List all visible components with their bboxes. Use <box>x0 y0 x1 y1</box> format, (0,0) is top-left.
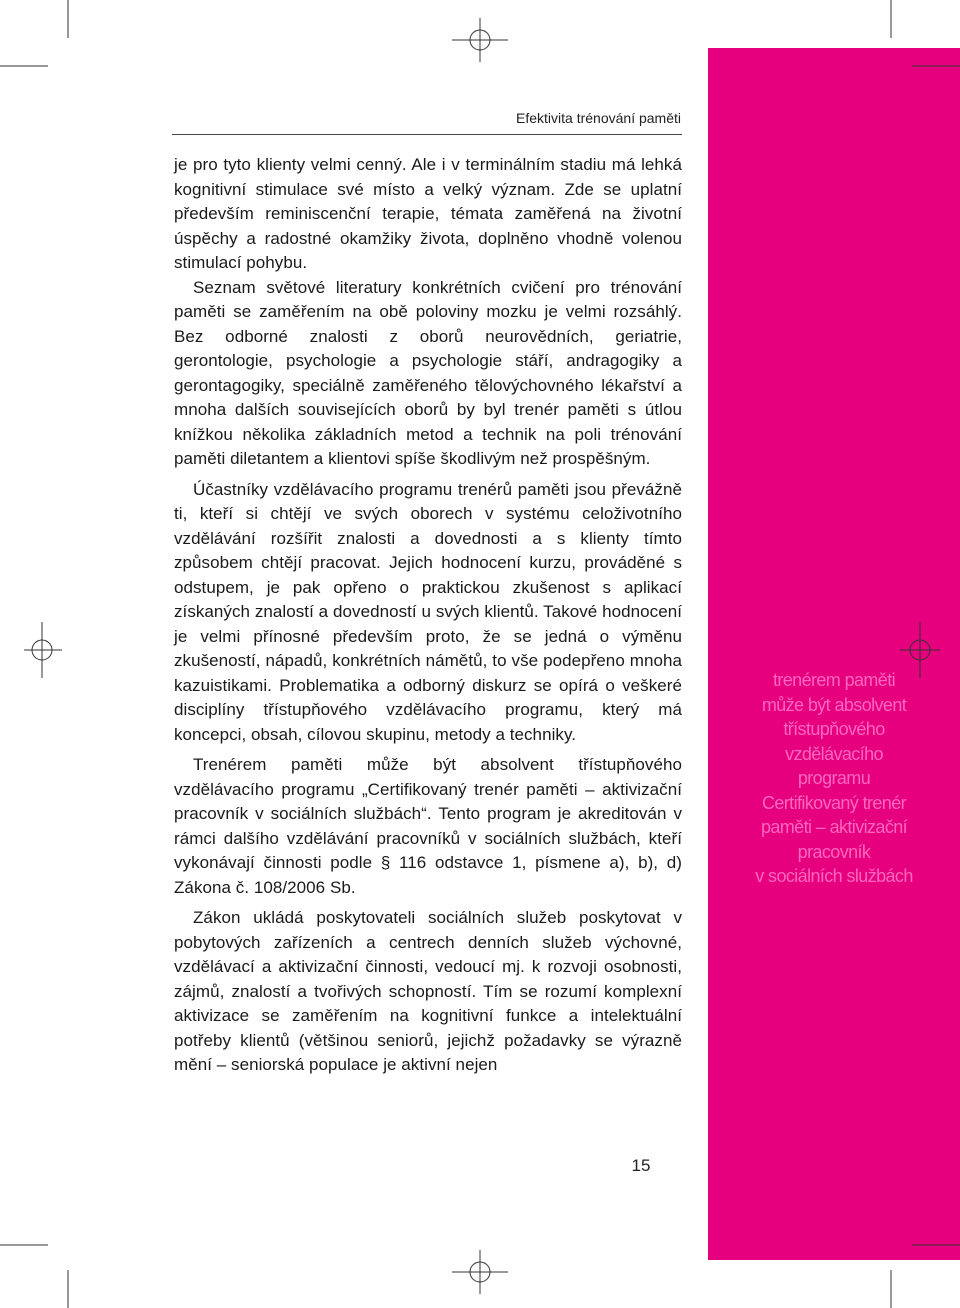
body-text <box>174 153 682 1078</box>
margin-note <box>708 668 960 889</box>
running-header: Efektivita trénování paměti <box>516 110 681 126</box>
margin-sidebar <box>708 48 960 1260</box>
header-rule <box>172 134 682 135</box>
registration-mark-icon <box>452 18 508 62</box>
page-number: 15 <box>631 1156 651 1175</box>
paragraph: Účastníky vzdělávacího programu trenérů paměti jsou převážně ti, kteří si chtějí ve svých oborech v systému celoživotního vzdělávání rozšířit znalosti a dovednosti a s klienty tímto způsobem chtějí pracovat. Jejich hodnocení kurzu, prováděné s odstupem, je pak opřeno o praktickou zkušenost s aplikací získaných znalostí a dovedností u svých klientů. Takové hodnocení je velmi přínosné především proto, že se jedná o výměnu zkušeností, nápadů, konkrétních námětů, to vše podepřeno mnoha kazuistikami. Problematika a odborný diskurz se opírá o veškeré disciplíny třístupňového vzdělávacího programu, který má koncepci, obsah, cílovou skupinu, metody a techniky. <box>174 479 682 744</box>
margin-note-line: třístupňového <box>783 719 885 739</box>
paragraph: Zákon ukládá poskytovateli sociálních služeb poskytovat v pobytových zařízeních a centrech denních služeb výchovné, vzdělávací a aktivizační činnosti, vedoucí mj. k rozvoji osobnosti, zájmů, znalostí a tvořivých schopností. Tím se rozumí komplexní aktivizace se zaměřením na kognitivní funkce a intelektuální potřeby klientů (většinou seniorů, jejichž požadavky se výrazně mění – seniorská populace je aktivní nejen <box>174 908 682 1074</box>
margin-note-line: může být absolvent <box>761 694 907 715</box>
registration-mark-icon <box>24 622 62 678</box>
margin-note-line: paměti – aktivizační <box>760 817 908 837</box>
margin-note-line: Certifikovaný trenér <box>761 792 907 813</box>
registration-mark-icon <box>452 1250 508 1294</box>
paragraph: je pro tyto klienty velmi cenný. Ale i v terminálním stadiu má lehká kognitivní stimulace své místo a velký význam. Zde se uplatní především reminiscenční terapie, témata zaměřená na životní úspěchy a radostné okamžiky života, doplněno vhodně volenou stimulací pohybu. <box>174 155 682 272</box>
paragraph: Trenérem paměti může být absolvent třístupňového vzdělávacího programu „Certifikovaný trenér paměti – aktivizační pracovník v sociálních službách“. Tento program je akreditován v rámci dalšího vzdělávání pracovníků v sociálních službách, kteří vykonávají činnosti podle § 116 odstavce 1, písmene a), b), d) Zákona č. 108/2006 Sb. <box>174 755 682 897</box>
margin-note-line: vzdělávacího <box>785 743 883 764</box>
margin-note-line: programu <box>797 768 871 788</box>
paragraph: Seznam světové literatury konkrétních cvičení pro trénování paměti se zaměřením na obě poloviny mozku je velmi rozsáhlý. Bez odborné znalosti z oborů neurovědních, geriatrie, gerontologie, psychologie a psychologie stáří, andragogiky a gerontagogiky, speciálně zaměřeného tělovýchovného lékařství a mnoha dalších souvisejících oborů by byl trenér paměti s útlou knížkou několika základních metod a technik na poli trénování paměti diletantem a klientovi spíše škodlivým než prospěšným. <box>174 277 682 468</box>
margin-note-line: pracovník <box>797 841 871 862</box>
margin-note-line: trenérem paměti <box>772 670 896 690</box>
margin-note-line: v sociálních službách <box>755 866 913 886</box>
